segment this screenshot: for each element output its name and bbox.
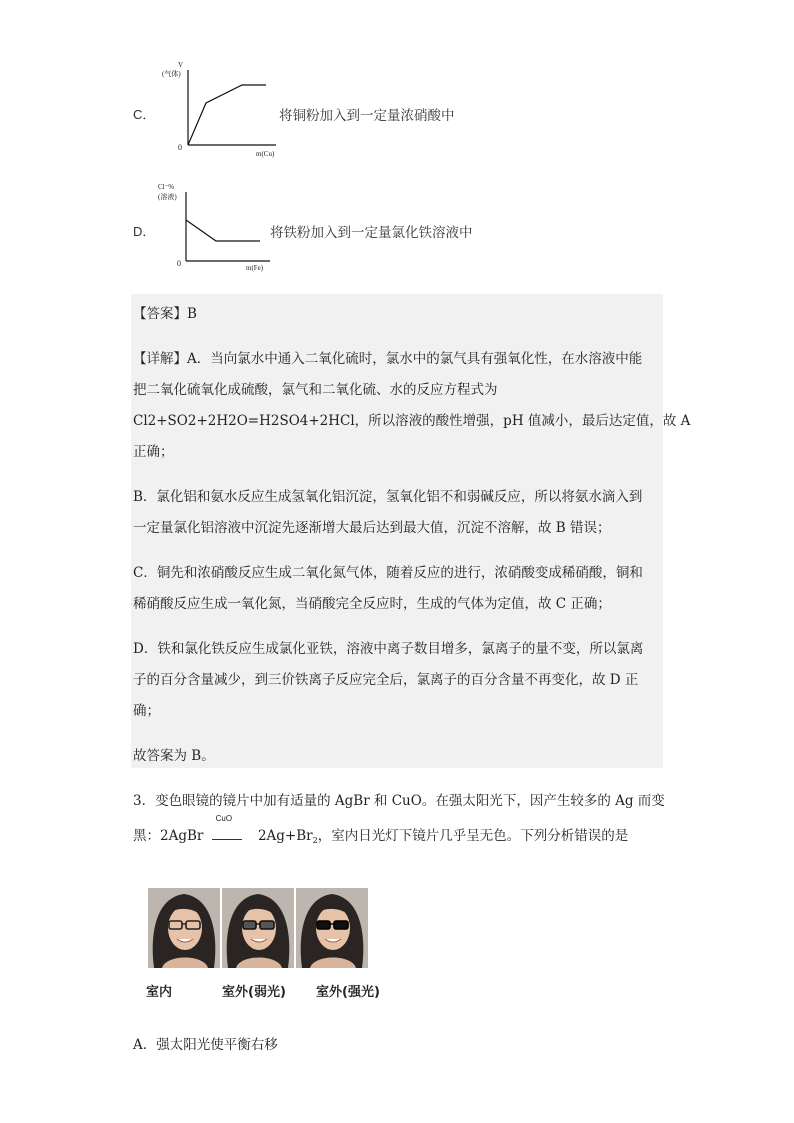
detail-line: 故答案为 B。 (133, 748, 215, 764)
detail-line: 正确； (133, 444, 174, 460)
equation-subscript: 2 (312, 836, 318, 845)
detail-line: D．铁和氯化铁反应生成氯化亚铁，溶液中离子数目增多，氯离子的量不变，所以氯离 (133, 641, 644, 657)
question3-line1: 3．变色眼镜的镜片中加有适量的 AgBr 和 CuO。在强太阳光下，因产生较多的 Ag 而变 (133, 793, 665, 809)
detail-line: Cl2+SO2+2H2O=H2SO4+2HCl，所以溶液的酸性增强，pH 值减小，最后达定值，故 A (133, 413, 691, 429)
detail-line: 确； (133, 703, 160, 719)
detail-line: B．氯化铝和氨水反应生成氢氧化铝沉淀，氢氧化铝不和弱碱反应，所以将氨水滴入到 (133, 489, 643, 505)
photo-indoor (148, 888, 220, 968)
graph-d-y-label-1: Cl⁻% (158, 183, 175, 191)
photo-label-outdoor-weak: 室外(弱光) (222, 985, 286, 1000)
option-c-caption: 将铜粉加入到一定量浓硝酸中 (279, 108, 455, 124)
option-a: A．强太阳光使平衡右移 (133, 1037, 278, 1053)
detail-line: 一定量氯化铝溶液中沉淀先逐渐增大最后达到最大值，沉淀不溶解，故 B 错误； (133, 520, 611, 536)
graph-d-origin: 0 (177, 259, 181, 268)
question3-line2-suffix: ，室内日光灯下镜片几乎呈无色。下列分析错误的是 (317, 828, 629, 844)
detail-line: 【详解】A．当向氯水中通入二氧化硫时，氯水中的氯气具有强氧化性，在水溶液中能 (133, 351, 643, 367)
detail-line: 把二氧化硫氧化成硫酸，氯气和二氧化硫、水的反应方程式为 (133, 382, 498, 398)
graph-c-origin: 0 (178, 143, 182, 152)
option-d-caption: 将铁粉加入到一定量氯化铁溶液中 (270, 225, 473, 241)
photo-label-outdoor-strong: 室外(强光) (316, 985, 380, 1000)
graph-c-y-label-2: (气体) (162, 70, 181, 78)
reaction-arrow (212, 839, 242, 840)
detail-line: 子的百分含量减少，到三价铁离子反应完全后，氯离子的百分含量不再变化，故 D 正 (133, 672, 639, 688)
graph-c-y-label-1: V (178, 61, 184, 69)
photo-outdoor-weak (222, 888, 294, 968)
question3-line2 (133, 814, 629, 845)
graph-d-x-label: m(Fe) (246, 264, 264, 272)
detail-line: 稀硝酸反应生成一氧化氮，当硝酸完全反应时，生成的气体为定值，故 C 正确； (133, 596, 611, 612)
equation-reactant: 黑：2AgBr (133, 828, 204, 844)
graph-d-curve (186, 220, 260, 241)
graph-d-y-label-2: (溶液) (158, 193, 177, 201)
option-c-letter: C． (133, 107, 156, 122)
answer-label: 【答案】B (133, 306, 197, 322)
graph-c-x-label: m(Cu) (256, 150, 275, 158)
detail-line: C．铜先和浓硝酸反应生成二氧化氮气体，随着反应的进行，浓硝酸变成稀硝酸，铜和 (133, 565, 643, 581)
catalyst-label: CuO (215, 814, 233, 823)
graph-c-curve (188, 85, 266, 145)
reaction-condition (212, 814, 250, 840)
equation-product: 2Ag+Br (257, 828, 313, 844)
photo-label-indoor: 室内 (146, 985, 173, 1000)
option-d-letter: D． (133, 224, 156, 239)
photo-outdoor-strong (296, 888, 368, 968)
